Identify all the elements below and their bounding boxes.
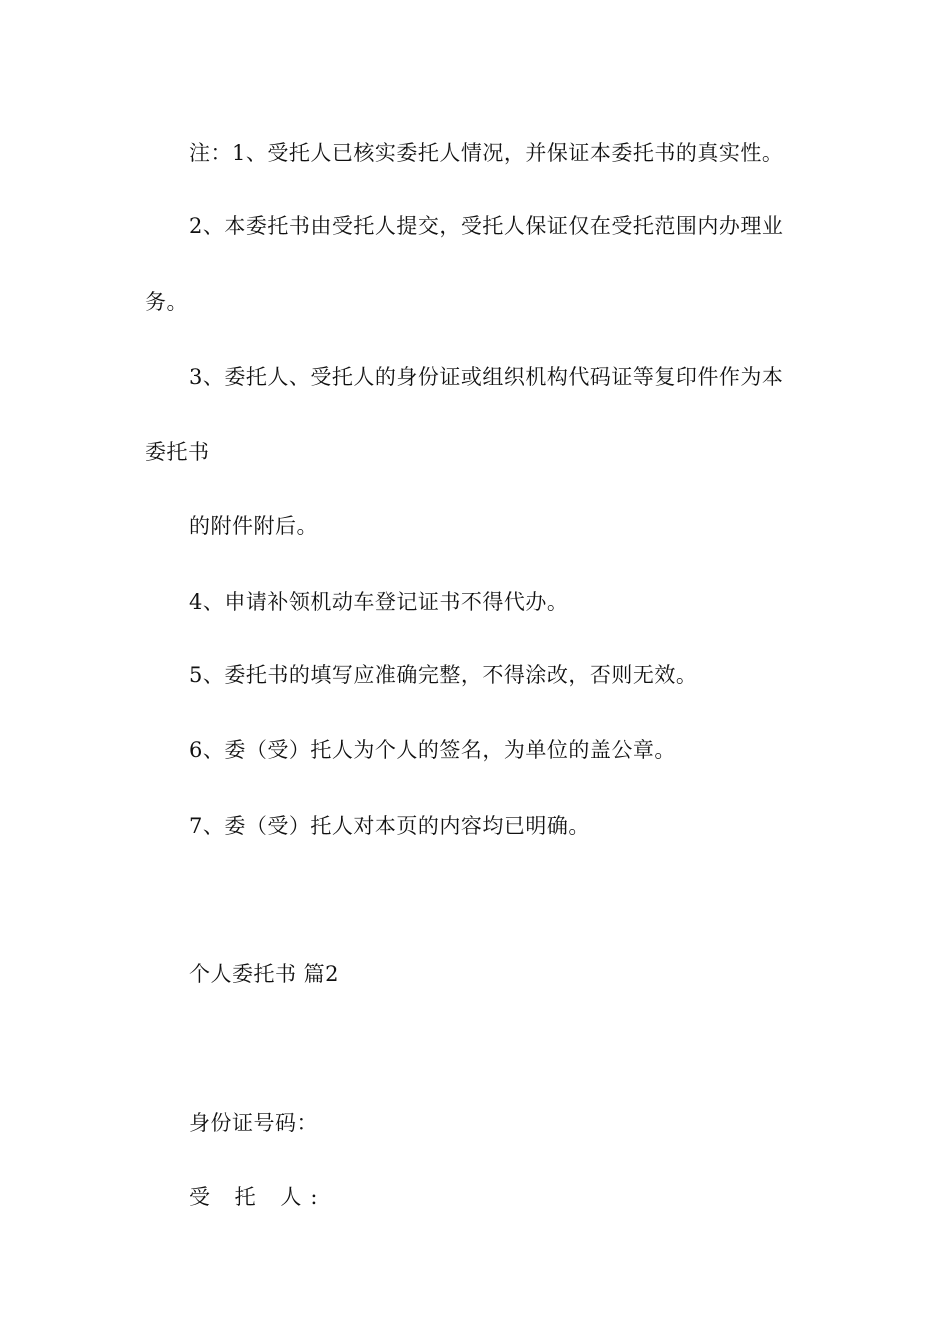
note-3-line-2: 委托书 (145, 440, 210, 464)
note-4: 4、申请补领机动车登记证书不得代办。 (189, 590, 569, 614)
note-7: 7、委（受）托人对本页的内容均已明确。 (189, 814, 590, 838)
note-5: 5、委托书的填写应准确完整，不得涂改，否则无效。 (189, 663, 698, 687)
id-number-label: 身份证号码： (189, 1111, 318, 1135)
note-3-line-1: 3、委托人、受托人的身份证或组织机构代码证等复印件作为本 (189, 365, 784, 389)
note-1: 注：1、受托人已核实委托人情况，并保证本委托书的真实性。 (189, 141, 784, 165)
trustee-label: 受 托 人: (189, 1185, 327, 1209)
note-3-line-3: 的附件附后。 (189, 514, 318, 538)
note-2-line-1: 2、本委托书由受托人提交，受托人保证仅在受托范围内办理业 (189, 214, 784, 238)
section-title: 个人委托书 篇2 (189, 962, 340, 986)
note-2-line-2: 务。 (145, 290, 188, 314)
note-6: 6、委（受）托人为个人的签名，为单位的盖公章。 (189, 738, 676, 762)
